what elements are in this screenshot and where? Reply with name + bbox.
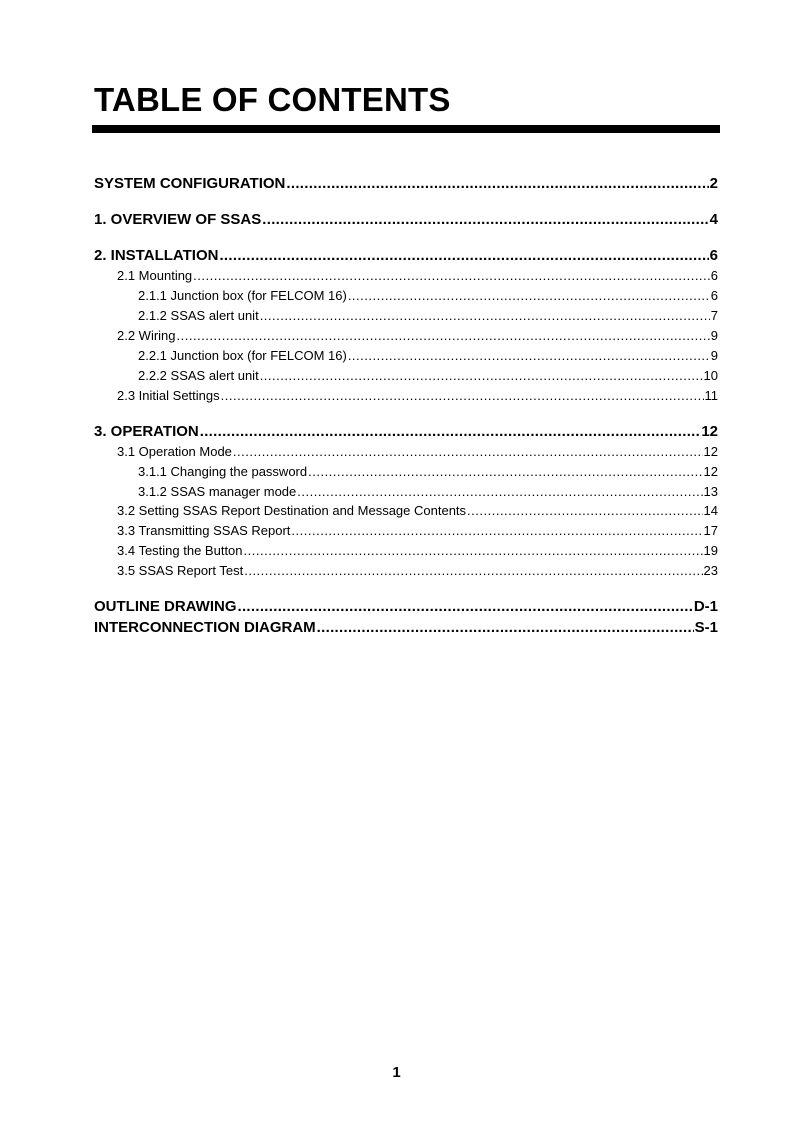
toc-leader-dots [244,562,702,579]
toc-leader-dots [317,618,694,637]
toc-leader-dots [291,522,702,539]
toc-entry-label: 3.4 Testing the Button [117,543,243,558]
toc-entry-page: 9 [710,328,718,343]
toc-entry-label: 3.5 SSAS Report Test [117,563,244,578]
page-title: TABLE OF CONTENTS [94,81,451,118]
toc-entry-initial-settings[interactable] [94,387,718,404]
toc-leader-dots [260,307,710,324]
toc-entry-page: 12 [701,423,718,440]
toc-leader-dots [286,174,708,193]
toc-leader-dots [348,287,710,304]
toc-entry-label: 3.3 Transmitting SSAS Report [117,523,291,538]
toc-entry-label: 2.1.1 Junction box (for FELCOM 16) [138,288,347,303]
toc-entry-page: 10 [703,368,718,383]
toc-entry-junction-box-wiring[interactable] [94,347,718,364]
toc-entry-page: 7 [710,308,718,323]
toc-entry-label: INTERCONNECTION DIAGRAM [94,619,316,636]
page-number: 1 [392,1064,401,1081]
toc-entry-overview-of-ssas[interactable] [94,210,718,229]
toc-leader-dots [221,387,704,404]
toc-entry-label: 2.3 Initial Settings [117,388,220,403]
toc-entry-page: 2 [709,175,718,192]
toc-entry-system-configuration[interactable] [94,174,718,193]
toc-entry-installation[interactable] [94,246,718,265]
toc-entry-page: 13 [703,484,718,499]
toc-entry-page: 12 [703,464,718,479]
toc-entry-changing-password[interactable] [94,463,718,480]
toc-entry-page: 19 [703,543,718,558]
title-rule [92,125,720,133]
toc-entry-report-test[interactable] [94,562,718,579]
toc-entry-mounting[interactable] [94,267,718,284]
toc-entry-page: 6 [710,288,718,303]
toc-entry-page: D-1 [693,598,718,615]
toc-entry-label: 2.2 Wiring [117,328,176,343]
toc-entry-label: 3.2 Setting SSAS Report Destination and Message Contents [117,503,467,518]
toc-leader-dots [348,347,710,364]
toc-entry-label: 2.2.1 Junction box (for FELCOM 16) [138,348,347,363]
toc-entry-page: 6 [709,247,718,264]
toc-entry-label: 2.2.2 SSAS alert unit [138,368,259,383]
toc-entry-transmitting-report[interactable] [94,522,718,539]
toc-leader-dots [262,210,708,229]
toc-entry-label: OUTLINE DRAWING [94,598,237,615]
toc-entry-ssas-alert-unit-mounting[interactable] [94,307,718,324]
toc-entry-operation-mode[interactable] [94,443,718,460]
toc-leader-dots [260,367,703,384]
toc-entry-page: 17 [703,523,718,538]
toc-entry-page: 23 [703,563,718,578]
toc-entry-page: S-1 [694,619,718,636]
toc-leader-dots [467,502,702,519]
toc-entry-page: 14 [703,503,718,518]
toc-entry-page: 6 [710,268,718,283]
toc-entry-testing-button[interactable] [94,542,718,559]
toc-entry-ssas-manager-mode[interactable] [94,483,718,500]
toc-entry-label: 3.1 Operation Mode [117,444,232,459]
toc-entry-label: 3. OPERATION [94,423,199,440]
toc-entry-report-destination[interactable] [94,502,718,519]
toc-entry-interconnection-diagram[interactable] [94,618,718,637]
toc-entry-ssas-alert-unit-wiring[interactable] [94,367,718,384]
toc-entry-page: 4 [709,211,718,228]
toc-entry-page: 9 [710,348,718,363]
toc-leader-dots [244,542,703,559]
toc-entry-outline-drawing[interactable] [94,597,718,616]
toc-entry-label: SYSTEM CONFIGURATION [94,175,286,192]
toc-leader-dots [238,597,693,616]
toc-entry-label: 2.1.2 SSAS alert unit [138,308,259,323]
toc-entry-label: 2. INSTALLATION [94,247,219,264]
toc-leader-dots [193,267,710,284]
toc-entry-label: 2.1 Mounting [117,268,193,283]
toc-entry-page: 11 [704,388,718,403]
toc-entry-junction-box-mounting[interactable] [94,287,718,304]
toc-leader-dots [200,422,701,441]
toc-entry-operation[interactable] [94,422,718,441]
toc-leader-dots [177,327,710,344]
toc-leader-dots [297,483,702,500]
toc-leader-dots [308,463,702,480]
toc-entry-label: 1. OVERVIEW OF SSAS [94,211,262,228]
toc-leader-dots [233,443,703,460]
toc-entry-label: 3.1.2 SSAS manager mode [138,484,297,499]
toc-entry-label: 3.1.1 Changing the password [138,464,308,479]
toc-leader-dots [219,246,708,265]
toc-entry-page: 12 [703,444,718,459]
toc-entry-wiring[interactable] [94,327,718,344]
